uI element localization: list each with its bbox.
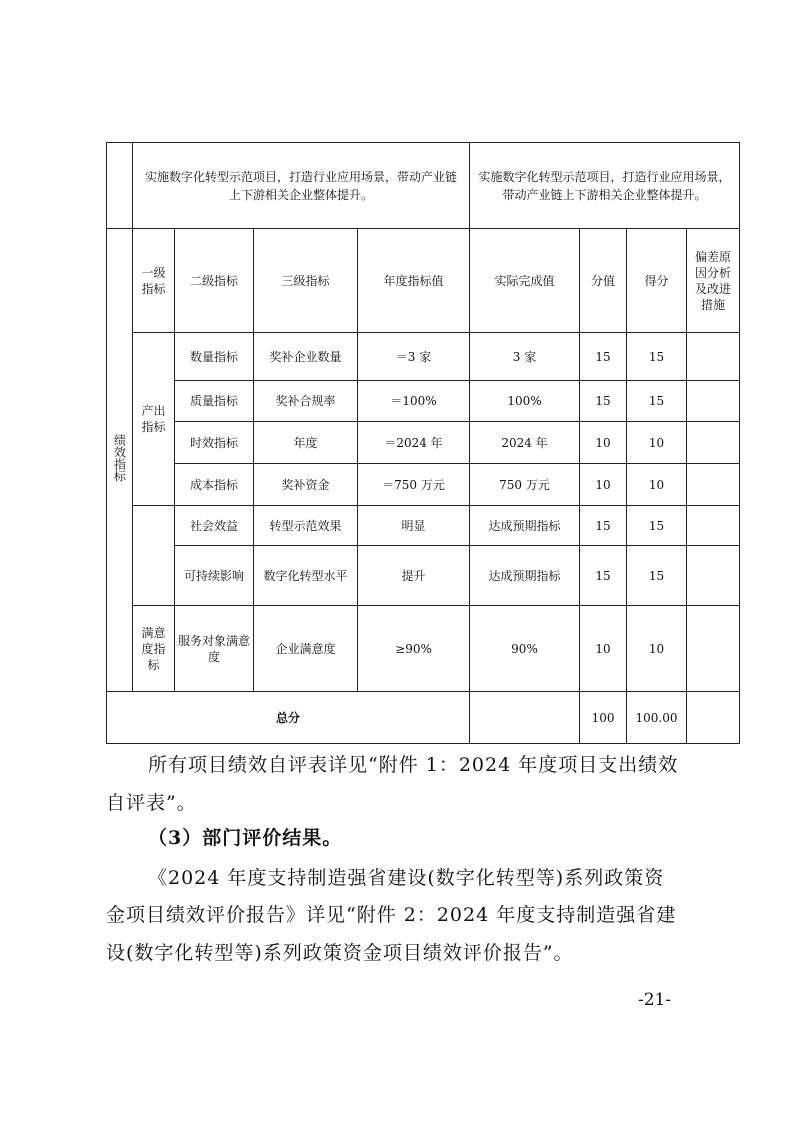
objective-left-cell: 实施数字化转型示范项目，打造行业应用场景，带动产业链上下游相关企业整体提升。 <box>133 143 470 229</box>
cell-actual: 3 家 <box>470 333 580 381</box>
cell-score: 15 <box>627 381 687 422</box>
objective-side-cell <box>107 143 133 229</box>
cell-level3: 奖补企业数量 <box>254 333 358 381</box>
table-row <box>107 606 740 692</box>
cell-level3: 转型示范效果 <box>254 506 358 546</box>
cell-level3: 数字化转型水平 <box>254 546 358 606</box>
cell-level3: 奖补资金 <box>254 464 358 506</box>
cell-actual: 750 万元 <box>470 464 580 506</box>
group-benefit <box>133 506 175 606</box>
cell-target: ＝100% <box>358 381 470 422</box>
header-level2: 二级指标 <box>175 229 254 333</box>
group-output: 产出指标 <box>133 333 175 506</box>
cell-weight: 15 <box>580 506 627 546</box>
cell-weight: 15 <box>580 546 627 606</box>
body-paragraph-line: 设(数字化转型等)系列政策资金项目绩效评价报告”。 <box>106 942 574 964</box>
table-row <box>107 546 740 606</box>
objective-row <box>107 143 740 229</box>
cell-weight: 10 <box>580 606 627 692</box>
total-weight: 100 <box>580 692 627 744</box>
table-row <box>107 381 740 422</box>
cell-level2: 成本指标 <box>175 464 254 506</box>
cell-score: 15 <box>627 506 687 546</box>
cell-score: 10 <box>627 606 687 692</box>
cell-target: ＝2024 年 <box>358 422 470 464</box>
total-row <box>107 692 740 744</box>
cell-deviation <box>687 606 740 692</box>
cell-level3: 年度 <box>254 422 358 464</box>
table-row <box>107 506 740 546</box>
cell-weight: 10 <box>580 422 627 464</box>
table-row <box>107 333 740 381</box>
total-label: 总分 <box>107 692 470 744</box>
cell-deviation <box>687 381 740 422</box>
body-paragraph-line: 金项目绩效评价报告》详见“附件 2：2024 年度支持制造强省建 <box>106 904 677 926</box>
body-paragraph-line: 自评表”。 <box>106 792 197 814</box>
cell-level2: 社会效益 <box>175 506 254 546</box>
cell-actual: 90% <box>470 606 580 692</box>
cell-score: 10 <box>627 422 687 464</box>
header-annual-target: 年度指标值 <box>358 229 470 333</box>
cell-actual: 100% <box>470 381 580 422</box>
cell-level2: 质量指标 <box>175 381 254 422</box>
cell-target: 提升 <box>358 546 470 606</box>
group-satisfaction: 满意度指标 <box>133 606 175 692</box>
cell-score: 15 <box>627 546 687 606</box>
body-paragraph-line: 《2024 年度支持制造强省建设(数字化转型等)系列政策资 <box>148 867 665 889</box>
total-deviation <box>687 692 740 744</box>
cell-actual: 2024 年 <box>470 422 580 464</box>
cell-deviation <box>687 422 740 464</box>
header-score-value: 分值 <box>580 229 627 333</box>
cell-actual: 达成预期指标 <box>470 506 580 546</box>
cell-deviation <box>687 506 740 546</box>
cell-level2: 可持续影响 <box>175 546 254 606</box>
header-deviation: 偏差原因分析及改进措施 <box>687 229 740 333</box>
body-paragraph-line: 所有项目绩效自评表详见“附件 1：2024 年度项目支出绩效 <box>148 754 679 776</box>
header-row <box>107 229 740 333</box>
total-score: 100.00 <box>627 692 687 744</box>
side-label: 绩效指标 <box>112 434 127 482</box>
cell-score: 15 <box>627 333 687 381</box>
cell-level2: 数量指标 <box>175 333 254 381</box>
table-row <box>107 422 740 464</box>
cell-weight: 15 <box>580 333 627 381</box>
cell-weight: 10 <box>580 464 627 506</box>
cell-actual: 达成预期指标 <box>470 546 580 606</box>
cell-level3: 奖补合规率 <box>254 381 358 422</box>
header-score: 得分 <box>627 229 687 333</box>
cell-target: 明显 <box>358 506 470 546</box>
cell-weight: 15 <box>580 381 627 422</box>
cell-deviation <box>687 333 740 381</box>
performance-table <box>106 142 740 744</box>
header-actual: 实际完成值 <box>470 229 580 333</box>
cell-level2: 服务对象满意度 <box>175 606 254 692</box>
cell-level2: 时效指标 <box>175 422 254 464</box>
header-level1: 一级指标 <box>133 229 175 333</box>
cell-deviation <box>687 464 740 506</box>
header-level3: 三级指标 <box>254 229 358 333</box>
table-row <box>107 464 740 506</box>
cell-target: ＝750 万元 <box>358 464 470 506</box>
cell-score: 10 <box>627 464 687 506</box>
cell-target: ＝3 家 <box>358 333 470 381</box>
cell-deviation <box>687 546 740 606</box>
total-blank <box>470 692 580 744</box>
page-number: -21- <box>638 990 672 1010</box>
section-heading: （3）部门评价结果。 <box>148 827 343 849</box>
cell-target: ≥90% <box>358 606 470 692</box>
side-label-cell <box>107 229 133 692</box>
cell-level3: 企业满意度 <box>254 606 358 692</box>
objective-right-cell: 实施数字化转型示范项目，打造行业应用场景，带动产业链上下游相关企业整体提升。 <box>470 143 740 229</box>
